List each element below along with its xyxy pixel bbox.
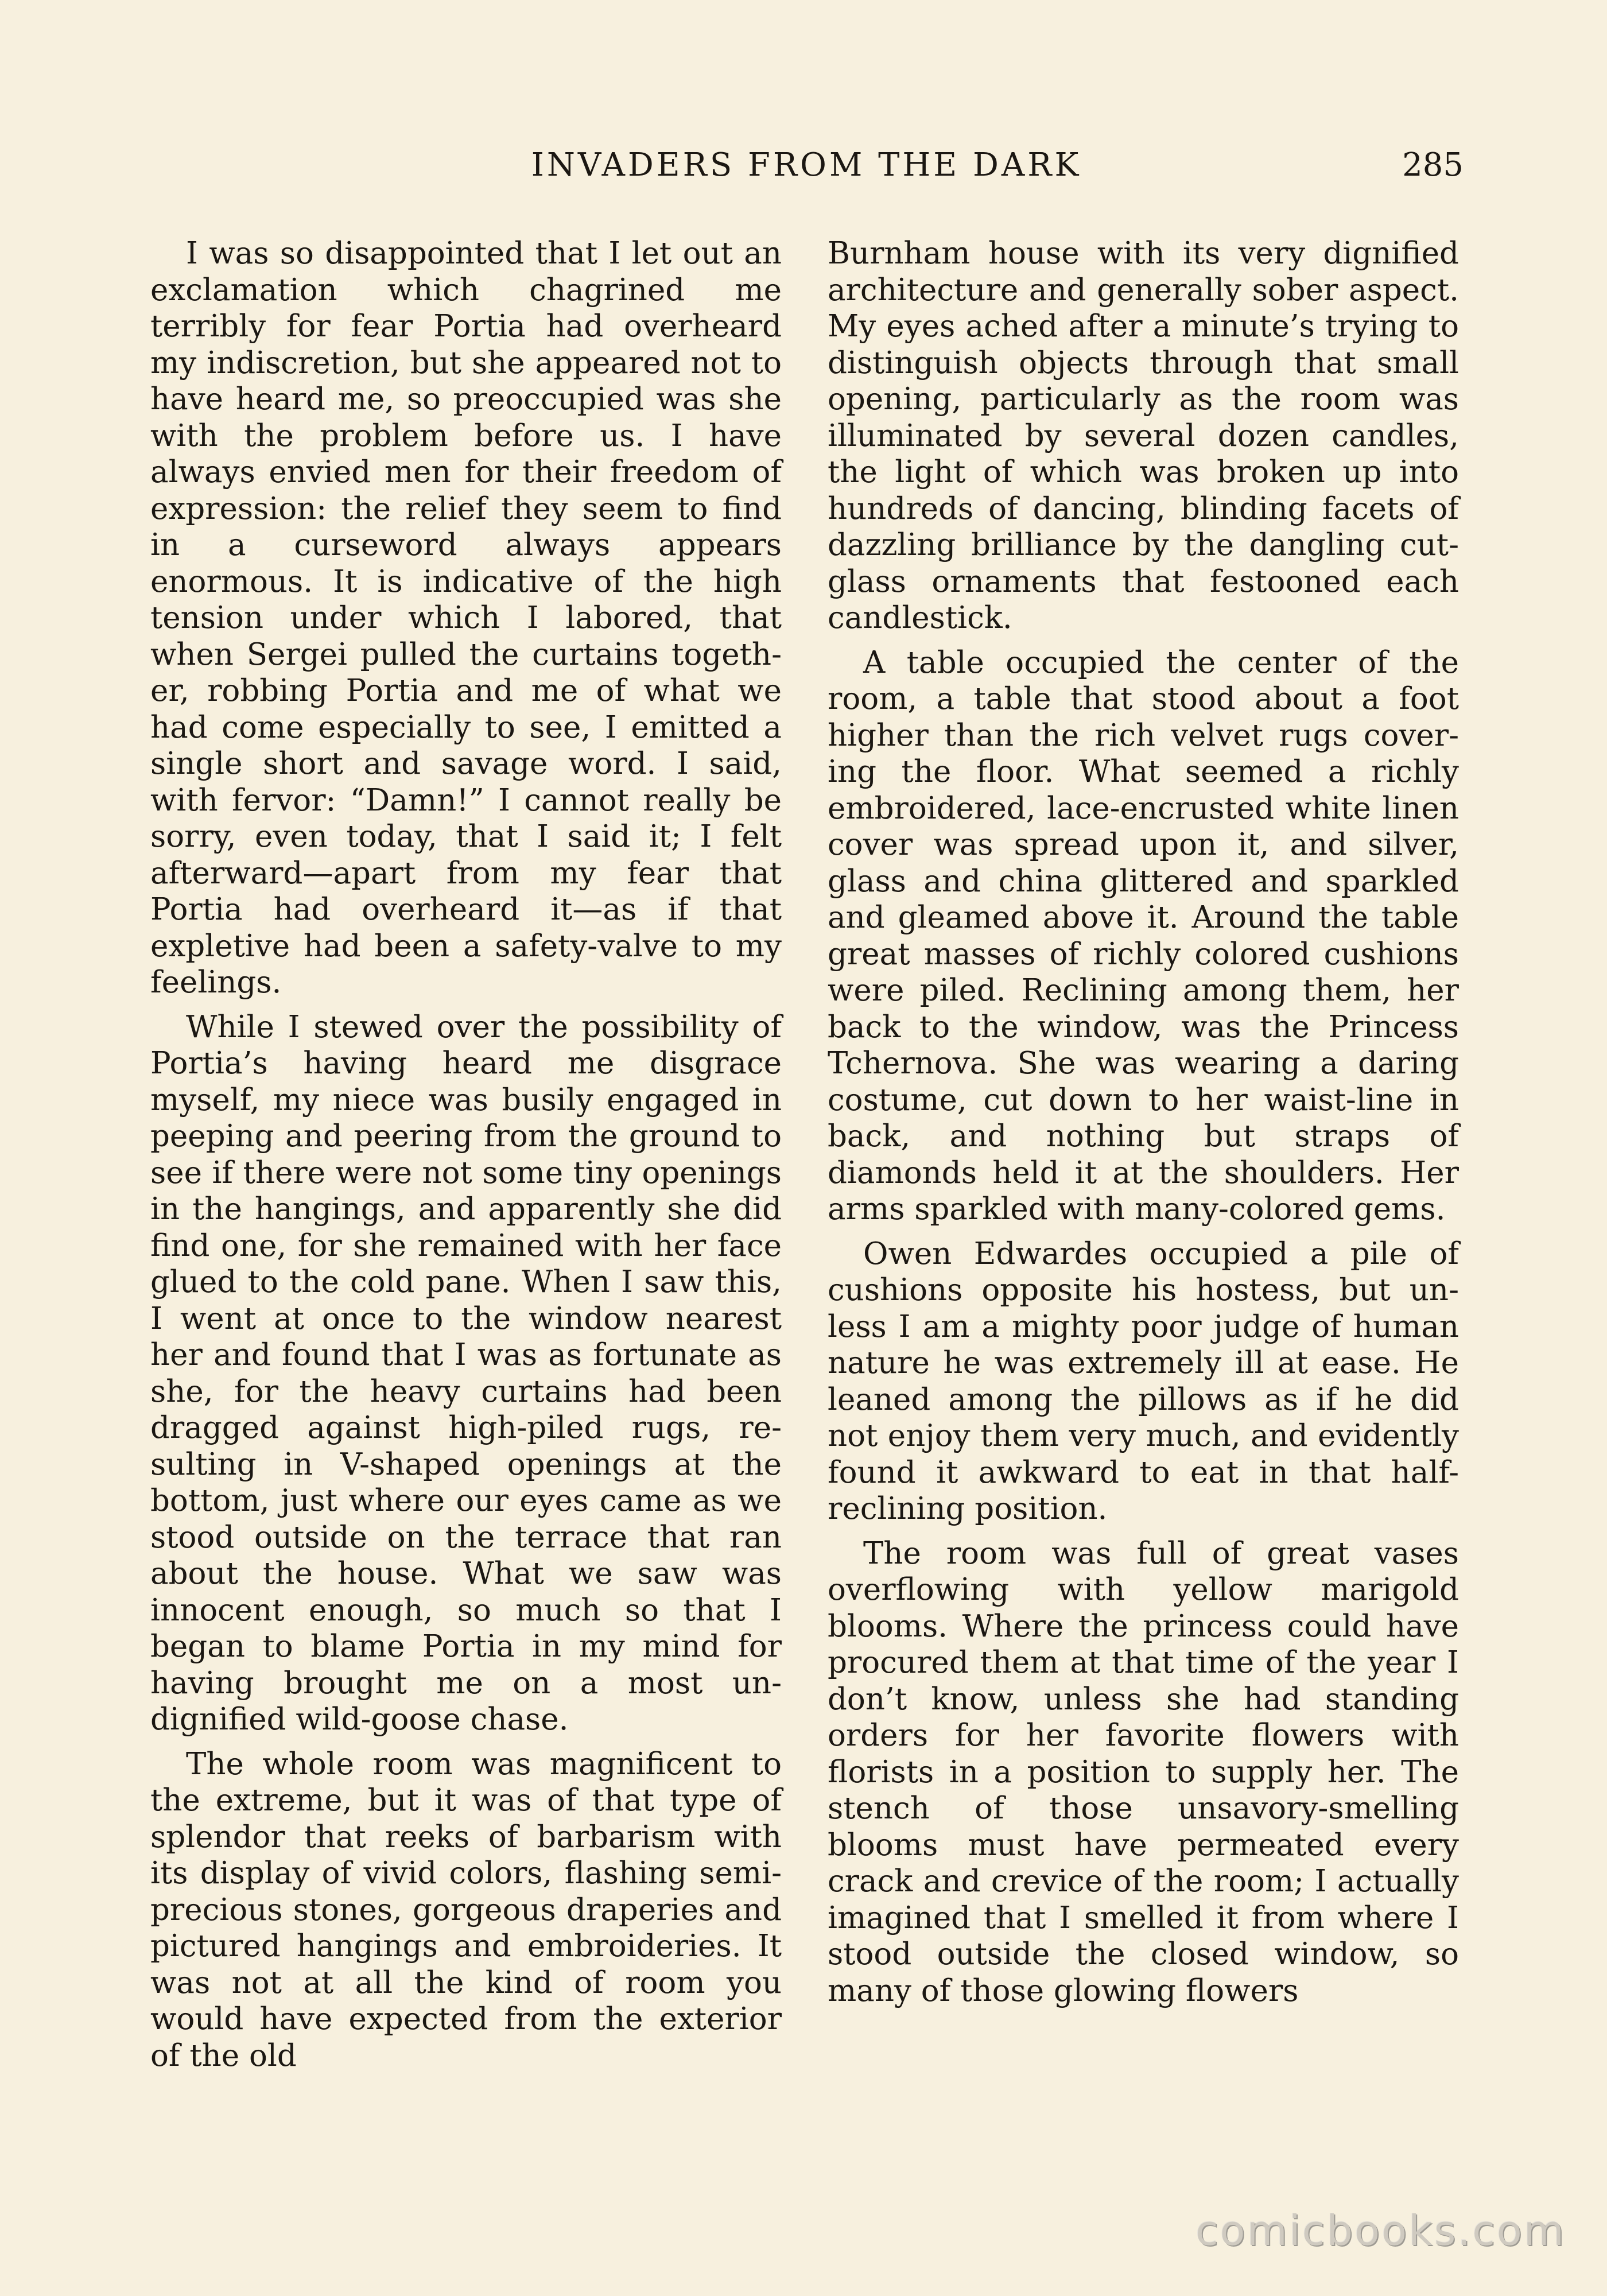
paragraph: I was so disappointed that I let out an exclamation which chagrined me terribly for fear Portia had overheard my indiscretion, but she appeared not to have heard me, so preoccupied was she with the problem before us. I have always envied men for their freedom of expression: the relief they seem to find in a curseword always appears enormous. It is indicative of the high tension under which I labored, that when Sergei pulled the curtains together, robbing Portia and me of what we had come especially to see, I emitted a single short and savage word. I said, with fervor: “Damn!” I cannot really be sorry, even today, that I said it; I felt afterward—apart from my fear that Portia had overheard it—as if that expletive had been a safety-valve to my feelings. [150, 236, 782, 1000]
site-watermark: comicbooks.com [1195, 2206, 1566, 2255]
page-header [149, 142, 1464, 188]
page-number: 285 [1402, 146, 1464, 184]
right-text-column [828, 235, 1459, 2017]
running-title: INVADERS FROM THE DARK [531, 146, 1082, 184]
paragraph: While I stewed over the possibility of Portia’s having heard me disgrace myself, my niece was busily engaged in peeping and peering from the ground to see if there were not some tiny openings in the hangings, and apparently she did find one, for she remained with her face glued to the cold pane. When I saw this, I went at once to the window nearest her and found that I was as fortunate as she, for the heavy curtains had been dragged against high-piled rugs, resulting in V-shaped openings at the bottom, just where our eyes came as we stood outside on the terrace that ran about the house. What we saw was innocent enough, so much so that I began to blame Portia in my mind for having brought me on a most undignified wild-goose chase. [150, 1009, 782, 1737]
paragraph: The whole room was magnificent to the extreme, but it was of that type of splendor that reeks of barbarism with its display of vivid colors, flashing semi-precious stones, gorgeous draperies and pictured hangings and embroideries. It was not at all the kind of room you would have expected from the exterior of the old [150, 1746, 782, 2073]
paragraph: Burnham house with its very dignified architecture and generally sober aspect. My eyes ached after a minute’s trying to distinguish objects through that small opening, particularly as the room was illuminated by several dozen candles, the light of which was broken up into hundreds of dancing, blinding facets of dazzling brilliance by the dangling cut-glass ornaments that festooned each candlestick. [828, 236, 1459, 635]
left-text-column [150, 235, 782, 2082]
paragraph: A table occupied the center of the room, a table that stood about a foot higher than the rich velvet rugs covering the floor. What seemed a richly embroidered, lace-encrusted white linen cover was spread upon it, and silver, glass and china glittered and sparkled and gleamed above it. Around the table great masses of richly colored cushions were piled. Reclining among them, her back to the window, was the Princess Tchernova. She was wearing a daring costume, cut down to her waist-line in back, and nothing but straps of diamonds held it at the shoulders. Her arms sparkled with many-colored gems. [828, 645, 1459, 1227]
paragraph: The room was full of great vases overflowing with yellow marigold blooms. Where the princess could have procured them at that time of the year I don’t know, unless she had standing orders for her favorite flowers with florists in a position to supply her. The stench of those unsavory-smelling blooms must have permeated every crack and crevice of the room; I actually imagined that I smelled it from where I stood outside the closed window, so many of those glowing flowers [828, 1535, 1459, 2008]
paragraph: Owen Edwardes occupied a pile of cushions opposite his hostess, but unless I am a mighty poor judge of human nature he was extremely ill at ease. He leaned among the pillows as if he did not enjoy them very much, and evidently found it awkward to eat in that half-reclining position. [828, 1236, 1459, 1526]
